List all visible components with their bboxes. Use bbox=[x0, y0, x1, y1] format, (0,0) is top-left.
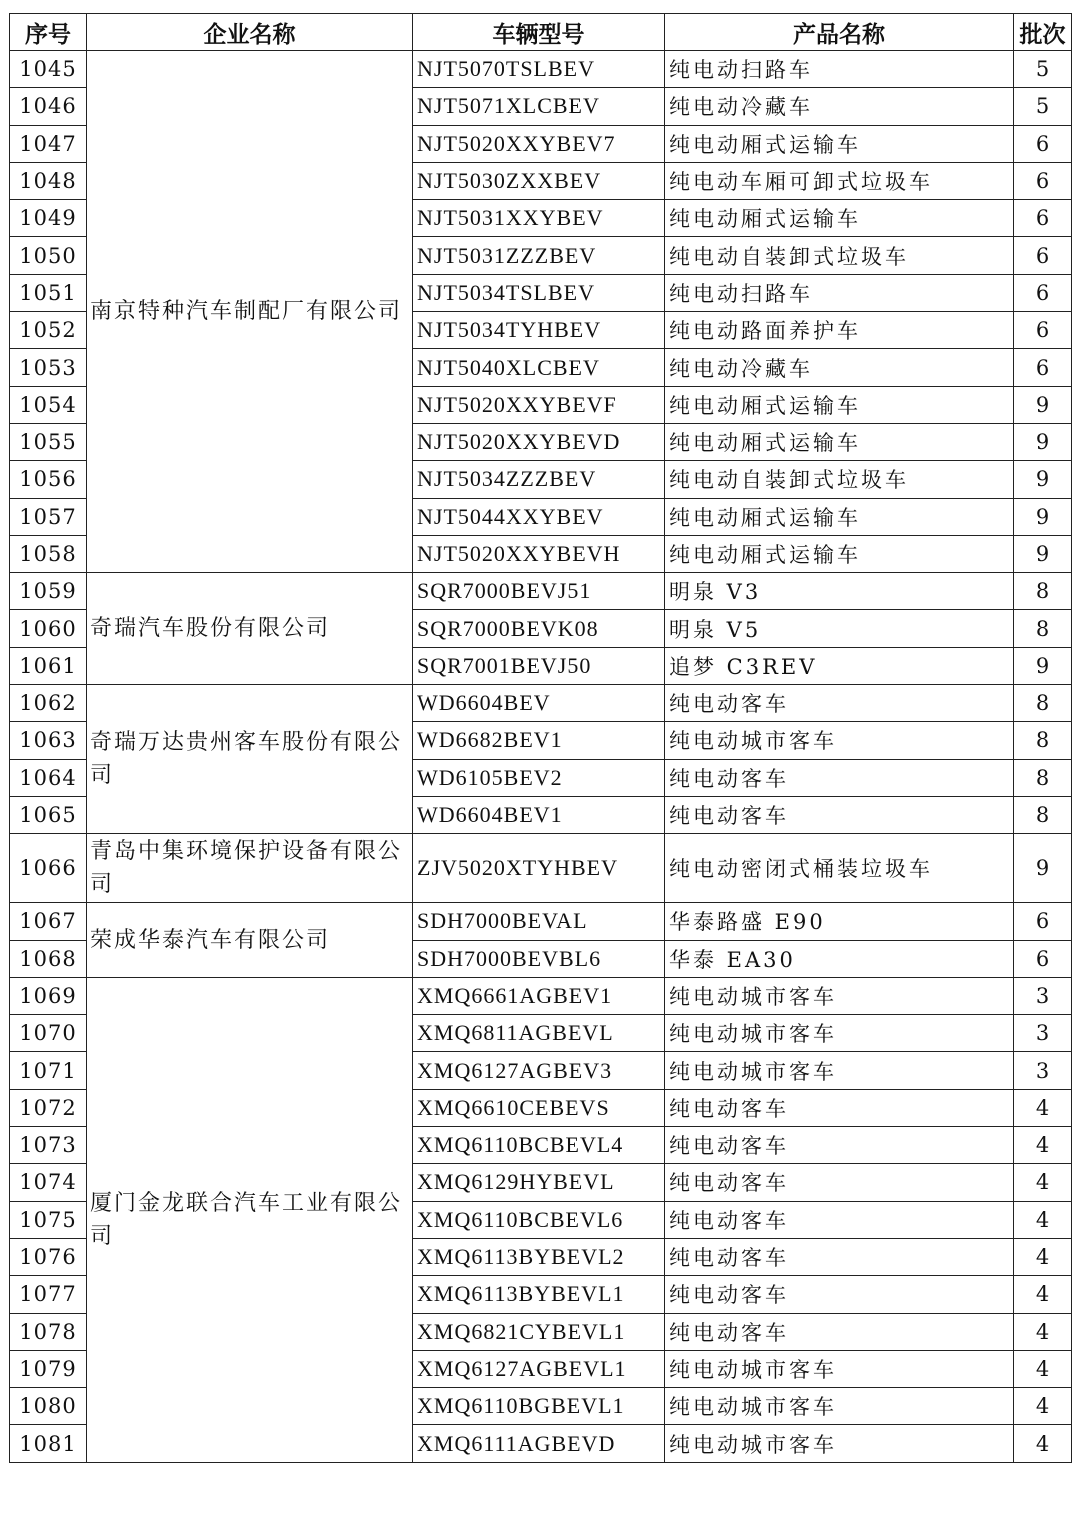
cell-batch: 6 bbox=[1014, 349, 1072, 386]
header-vehicle-model: 车辆型号 bbox=[413, 14, 665, 51]
cell-product-name: 明泉 V5 bbox=[665, 610, 1014, 647]
cell-product-name: 纯电动客车 bbox=[665, 1238, 1014, 1275]
cell-batch: 6 bbox=[1014, 903, 1072, 940]
table-row bbox=[10, 573, 1072, 610]
cell-serial-number: 1051 bbox=[10, 274, 87, 311]
cell-serial-number: 1045 bbox=[10, 51, 87, 88]
cell-vehicle-model: NJT5020XXYBEVF bbox=[413, 386, 665, 423]
cell-batch: 4 bbox=[1014, 1127, 1072, 1164]
cell-product-name: 明泉 V3 bbox=[665, 573, 1014, 610]
cell-batch: 6 bbox=[1014, 274, 1072, 311]
cell-vehicle-model: XMQ6127AGBEV3 bbox=[413, 1052, 665, 1089]
cell-product-name: 纯电动自装卸式垃圾车 bbox=[665, 237, 1014, 274]
cell-product-name: 纯电动客车 bbox=[665, 1201, 1014, 1238]
cell-product-name: 纯电动城市客车 bbox=[665, 1388, 1014, 1425]
cell-vehicle-model: XMQ6110BGBEVL1 bbox=[413, 1388, 665, 1425]
cell-serial-number: 1049 bbox=[10, 200, 87, 237]
cell-product-name: 纯电动扫路车 bbox=[665, 51, 1014, 88]
cell-vehicle-model: NJT5044XXYBEV bbox=[413, 498, 665, 535]
cell-serial-number: 1060 bbox=[10, 610, 87, 647]
cell-vehicle-model: NJT5034TYHBEV bbox=[413, 312, 665, 349]
cell-product-name: 纯电动城市客车 bbox=[665, 1350, 1014, 1387]
cell-batch: 9 bbox=[1014, 386, 1072, 423]
cell-product-name: 纯电动客车 bbox=[665, 685, 1014, 722]
cell-serial-number: 1077 bbox=[10, 1276, 87, 1313]
cell-product-name: 纯电动厢式运输车 bbox=[665, 125, 1014, 162]
cell-company-name: 青岛中集环境保护设备有限公司 bbox=[87, 834, 413, 903]
cell-batch: 4 bbox=[1014, 1164, 1072, 1201]
cell-product-name: 华泰 EA30 bbox=[665, 940, 1014, 977]
cell-serial-number: 1068 bbox=[10, 940, 87, 977]
cell-serial-number: 1073 bbox=[10, 1127, 87, 1164]
table-row bbox=[10, 903, 1072, 940]
vehicle-catalog-table bbox=[9, 13, 1072, 1463]
cell-vehicle-model: SQR7000BEVJ51 bbox=[413, 573, 665, 610]
cell-product-name: 纯电动城市客车 bbox=[665, 1015, 1014, 1052]
cell-batch: 4 bbox=[1014, 1201, 1072, 1238]
cell-vehicle-model: SQR7001BEVJ50 bbox=[413, 647, 665, 684]
cell-product-name: 纯电动路面养护车 bbox=[665, 312, 1014, 349]
header-company-name: 企业名称 bbox=[87, 14, 413, 51]
cell-batch: 4 bbox=[1014, 1350, 1072, 1387]
cell-batch: 3 bbox=[1014, 1015, 1072, 1052]
cell-batch: 4 bbox=[1014, 1276, 1072, 1313]
cell-vehicle-model: NJT5070TSLBEV bbox=[413, 51, 665, 88]
cell-vehicle-model: NJT5034TSLBEV bbox=[413, 274, 665, 311]
cell-serial-number: 1052 bbox=[10, 312, 87, 349]
cell-company-name: 奇瑞汽车股份有限公司 bbox=[87, 573, 413, 685]
cell-batch: 8 bbox=[1014, 759, 1072, 796]
cell-vehicle-model: WD6682BEV1 bbox=[413, 722, 665, 759]
cell-serial-number: 1048 bbox=[10, 162, 87, 199]
cell-serial-number: 1074 bbox=[10, 1164, 87, 1201]
cell-batch: 4 bbox=[1014, 1388, 1072, 1425]
cell-batch: 6 bbox=[1014, 162, 1072, 199]
cell-batch: 6 bbox=[1014, 312, 1072, 349]
cell-batch: 3 bbox=[1014, 1052, 1072, 1089]
table-body bbox=[10, 51, 1072, 1463]
cell-batch: 6 bbox=[1014, 940, 1072, 977]
header-serial-number: 序号 bbox=[10, 14, 87, 51]
cell-batch: 8 bbox=[1014, 610, 1072, 647]
cell-product-name: 纯电动客车 bbox=[665, 796, 1014, 833]
cell-product-name: 纯电动客车 bbox=[665, 1276, 1014, 1313]
cell-vehicle-model: NJT5030ZXXBEV bbox=[413, 162, 665, 199]
cell-batch: 8 bbox=[1014, 685, 1072, 722]
cell-batch: 9 bbox=[1014, 535, 1072, 572]
cell-batch: 6 bbox=[1014, 237, 1072, 274]
cell-product-name: 纯电动城市客车 bbox=[665, 1425, 1014, 1462]
cell-product-name: 纯电动自装卸式垃圾车 bbox=[665, 461, 1014, 498]
cell-product-name: 纯电动厢式运输车 bbox=[665, 423, 1014, 460]
cell-batch: 6 bbox=[1014, 200, 1072, 237]
cell-serial-number: 1046 bbox=[10, 88, 87, 125]
cell-vehicle-model: NJT5034ZZZBEV bbox=[413, 461, 665, 498]
cell-vehicle-model: XMQ6113BYBEVL1 bbox=[413, 1276, 665, 1313]
cell-serial-number: 1080 bbox=[10, 1388, 87, 1425]
document-page bbox=[9, 13, 1071, 1463]
cell-product-name: 纯电动客车 bbox=[665, 759, 1014, 796]
cell-batch: 4 bbox=[1014, 1313, 1072, 1350]
cell-company-name: 荣成华泰汽车有限公司 bbox=[87, 903, 413, 978]
cell-product-name: 纯电动城市客车 bbox=[665, 722, 1014, 759]
cell-serial-number: 1078 bbox=[10, 1313, 87, 1350]
cell-batch: 4 bbox=[1014, 1425, 1072, 1462]
table-header-row bbox=[10, 14, 1072, 51]
cell-product-name: 纯电动冷藏车 bbox=[665, 349, 1014, 386]
cell-vehicle-model: XMQ6110BCBEVL6 bbox=[413, 1201, 665, 1238]
cell-serial-number: 1047 bbox=[10, 125, 87, 162]
cell-batch: 3 bbox=[1014, 977, 1072, 1014]
cell-serial-number: 1075 bbox=[10, 1201, 87, 1238]
cell-vehicle-model: SQR7000BEVK08 bbox=[413, 610, 665, 647]
cell-vehicle-model: NJT5031ZZZBEV bbox=[413, 237, 665, 274]
cell-serial-number: 1059 bbox=[10, 573, 87, 610]
cell-batch: 9 bbox=[1014, 647, 1072, 684]
cell-batch: 6 bbox=[1014, 125, 1072, 162]
cell-vehicle-model: WD6604BEV bbox=[413, 685, 665, 722]
cell-product-name: 纯电动厢式运输车 bbox=[665, 200, 1014, 237]
cell-vehicle-model: XMQ6110BCBEVL4 bbox=[413, 1127, 665, 1164]
cell-serial-number: 1062 bbox=[10, 685, 87, 722]
cell-batch: 8 bbox=[1014, 722, 1072, 759]
cell-serial-number: 1076 bbox=[10, 1238, 87, 1275]
cell-vehicle-model: NJT5031XXYBEV bbox=[413, 200, 665, 237]
cell-serial-number: 1066 bbox=[10, 834, 87, 903]
table-row bbox=[10, 685, 1072, 722]
cell-vehicle-model: NJT5020XXYBEVH bbox=[413, 535, 665, 572]
cell-product-name: 纯电动扫路车 bbox=[665, 274, 1014, 311]
cell-vehicle-model: NJT5071XLCBEV bbox=[413, 88, 665, 125]
cell-company-name: 南京特种汽车制配厂有限公司 bbox=[87, 51, 413, 573]
cell-product-name: 追梦 C3REV bbox=[665, 647, 1014, 684]
cell-product-name: 纯电动厢式运输车 bbox=[665, 535, 1014, 572]
cell-serial-number: 1072 bbox=[10, 1089, 87, 1126]
cell-product-name: 纯电动密闭式桶装垃圾车 bbox=[665, 834, 1014, 903]
cell-batch: 4 bbox=[1014, 1238, 1072, 1275]
cell-batch: 9 bbox=[1014, 461, 1072, 498]
cell-serial-number: 1058 bbox=[10, 535, 87, 572]
cell-batch: 4 bbox=[1014, 1089, 1072, 1126]
cell-serial-number: 1057 bbox=[10, 498, 87, 535]
cell-serial-number: 1065 bbox=[10, 796, 87, 833]
cell-batch: 9 bbox=[1014, 498, 1072, 535]
table-row bbox=[10, 51, 1072, 88]
cell-vehicle-model: XMQ6661AGBEV1 bbox=[413, 977, 665, 1014]
cell-serial-number: 1081 bbox=[10, 1425, 87, 1462]
cell-product-name: 纯电动城市客车 bbox=[665, 1052, 1014, 1089]
table-row bbox=[10, 977, 1072, 1014]
cell-vehicle-model: WD6105BEV2 bbox=[413, 759, 665, 796]
header-batch: 批次 bbox=[1014, 14, 1072, 51]
cell-product-name: 纯电动厢式运输车 bbox=[665, 386, 1014, 423]
cell-vehicle-model: WD6604BEV1 bbox=[413, 796, 665, 833]
cell-batch: 8 bbox=[1014, 573, 1072, 610]
cell-serial-number: 1069 bbox=[10, 977, 87, 1014]
cell-vehicle-model: SDH7000BEVAL bbox=[413, 903, 665, 940]
cell-product-name: 纯电动客车 bbox=[665, 1313, 1014, 1350]
cell-company-name: 厦门金龙联合汽车工业有限公司 bbox=[87, 977, 413, 1462]
cell-vehicle-model: XMQ6113BYBEVL2 bbox=[413, 1238, 665, 1275]
cell-product-name: 纯电动车厢可卸式垃圾车 bbox=[665, 162, 1014, 199]
cell-serial-number: 1050 bbox=[10, 237, 87, 274]
cell-serial-number: 1079 bbox=[10, 1350, 87, 1387]
cell-serial-number: 1071 bbox=[10, 1052, 87, 1089]
cell-vehicle-model: XMQ6610CEBEVS bbox=[413, 1089, 665, 1126]
cell-vehicle-model: NJT5020XXYBEVD bbox=[413, 423, 665, 460]
table-row bbox=[10, 834, 1072, 903]
cell-serial-number: 1064 bbox=[10, 759, 87, 796]
cell-vehicle-model: XMQ6811AGBEVL bbox=[413, 1015, 665, 1052]
cell-batch: 9 bbox=[1014, 423, 1072, 460]
cell-product-name: 纯电动厢式运输车 bbox=[665, 498, 1014, 535]
cell-product-name: 纯电动冷藏车 bbox=[665, 88, 1014, 125]
cell-vehicle-model: XMQ6127AGBEVL1 bbox=[413, 1350, 665, 1387]
header-product-name: 产品名称 bbox=[665, 14, 1014, 51]
cell-company-name: 奇瑞万达贵州客车股份有限公司 bbox=[87, 685, 413, 834]
cell-batch: 9 bbox=[1014, 834, 1072, 903]
cell-batch: 8 bbox=[1014, 796, 1072, 833]
cell-product-name: 纯电动客车 bbox=[665, 1089, 1014, 1126]
cell-product-name: 华泰路盛 E90 bbox=[665, 903, 1014, 940]
cell-product-name: 纯电动城市客车 bbox=[665, 977, 1014, 1014]
cell-serial-number: 1063 bbox=[10, 722, 87, 759]
cell-vehicle-model: XMQ6821CYBEVL1 bbox=[413, 1313, 665, 1350]
cell-serial-number: 1067 bbox=[10, 903, 87, 940]
cell-batch: 5 bbox=[1014, 88, 1072, 125]
cell-vehicle-model: NJT5040XLCBEV bbox=[413, 349, 665, 386]
cell-vehicle-model: ZJV5020XTYHBEV bbox=[413, 834, 665, 903]
cell-serial-number: 1056 bbox=[10, 461, 87, 498]
cell-serial-number: 1054 bbox=[10, 386, 87, 423]
cell-vehicle-model: NJT5020XXYBEV7 bbox=[413, 125, 665, 162]
cell-product-name: 纯电动客车 bbox=[665, 1127, 1014, 1164]
cell-serial-number: 1053 bbox=[10, 349, 87, 386]
cell-serial-number: 1055 bbox=[10, 423, 87, 460]
cell-product-name: 纯电动客车 bbox=[665, 1164, 1014, 1201]
cell-vehicle-model: SDH7000BEVBL6 bbox=[413, 940, 665, 977]
cell-serial-number: 1070 bbox=[10, 1015, 87, 1052]
cell-batch: 5 bbox=[1014, 51, 1072, 88]
cell-vehicle-model: XMQ6129HYBEVL bbox=[413, 1164, 665, 1201]
cell-serial-number: 1061 bbox=[10, 647, 87, 684]
cell-vehicle-model: XMQ6111AGBEVD bbox=[413, 1425, 665, 1462]
